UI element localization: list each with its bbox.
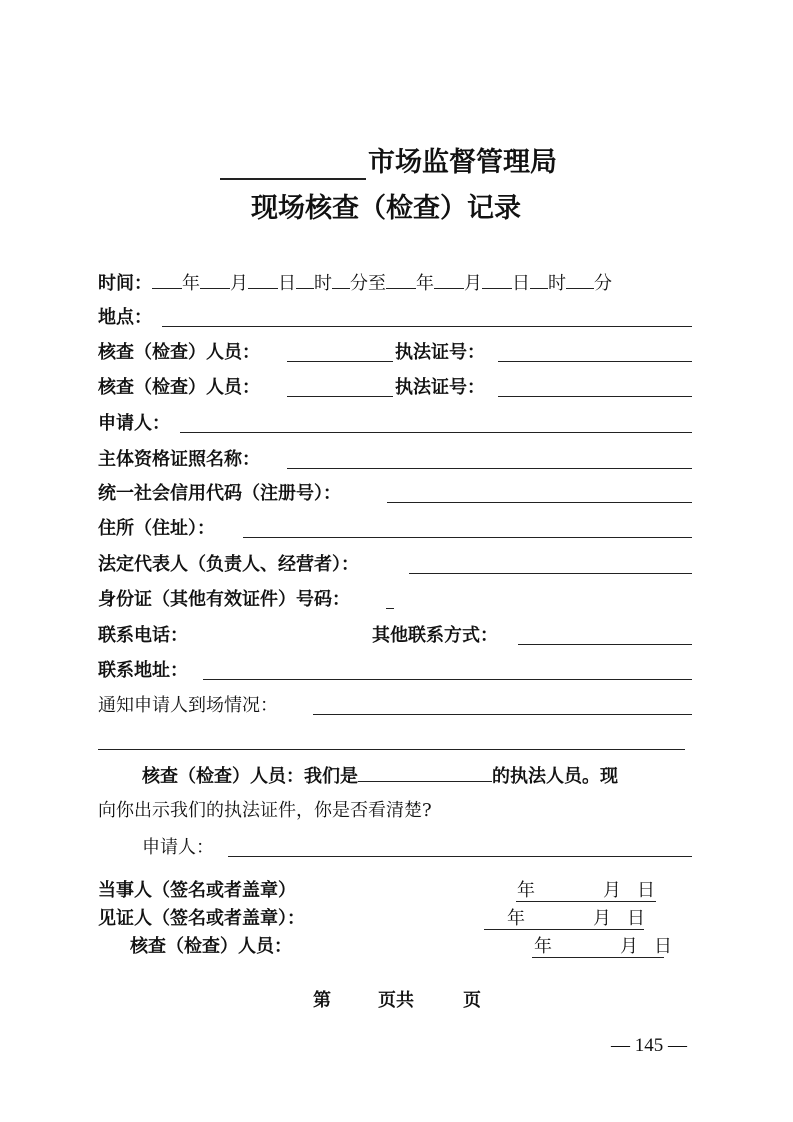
inspector-field-2[interactable] bbox=[287, 396, 393, 397]
start-hour-blank[interactable] bbox=[296, 272, 314, 289]
year-label: 年 bbox=[507, 908, 525, 929]
page-prefix: 第 bbox=[313, 990, 331, 1011]
id-no-label: 身份证（其他有效证件）号码： bbox=[98, 589, 350, 610]
start-minute-blank[interactable] bbox=[332, 272, 350, 289]
time-label: 时间： bbox=[98, 273, 152, 294]
statement-applicant-field[interactable] bbox=[228, 856, 692, 857]
address-field[interactable] bbox=[243, 537, 692, 538]
end-year-blank[interactable] bbox=[386, 272, 416, 289]
start-year-blank[interactable] bbox=[152, 272, 182, 289]
inspector-signature-label: 核查（检查）人员： bbox=[130, 936, 292, 957]
to-label: 至 bbox=[368, 273, 386, 294]
end-month-blank[interactable] bbox=[434, 272, 464, 289]
month-label: 月 bbox=[603, 880, 621, 901]
end-minute-blank[interactable] bbox=[566, 272, 594, 289]
applicant-field[interactable] bbox=[180, 432, 692, 433]
phone-label: 联系电话： bbox=[98, 625, 188, 646]
day-label: 日 bbox=[512, 273, 530, 294]
end-hour-blank[interactable] bbox=[530, 272, 548, 289]
year-label: 年 bbox=[534, 936, 552, 957]
year-label: 年 bbox=[182, 273, 200, 294]
notice-field-continued[interactable] bbox=[98, 749, 685, 750]
agency-blank[interactable] bbox=[358, 765, 492, 782]
cert-no-label-2: 执法证号： bbox=[395, 377, 485, 398]
id-no-field[interactable] bbox=[386, 608, 394, 609]
page-mid: 页共 bbox=[378, 990, 414, 1011]
start-month-blank[interactable] bbox=[200, 272, 230, 289]
hour-label: 时 bbox=[548, 273, 566, 294]
address-label: 住所（住址）： bbox=[98, 518, 215, 539]
minute-label: 分 bbox=[350, 273, 368, 294]
witness-date-line[interactable] bbox=[484, 929, 644, 930]
credit-code-field[interactable] bbox=[387, 502, 692, 503]
license-name-label: 主体资格证照名称： bbox=[98, 449, 260, 470]
legal-rep-label: 法定代表人（负责人、经营者）： bbox=[98, 554, 359, 575]
notice-field[interactable] bbox=[313, 714, 692, 715]
legal-rep-field[interactable] bbox=[409, 573, 692, 574]
time-row bbox=[98, 272, 612, 295]
agency-suffix: 市场监督管理局 bbox=[368, 147, 557, 178]
year-label: 年 bbox=[517, 880, 535, 901]
inspector-label-1: 核查（检查）人员： bbox=[98, 342, 260, 363]
end-day-blank[interactable] bbox=[482, 272, 512, 289]
page-suffix: 页 bbox=[463, 990, 481, 1011]
day-label: 日 bbox=[627, 908, 645, 929]
inspector-field-1[interactable] bbox=[287, 361, 393, 362]
cert-no-label-1: 执法证号： bbox=[395, 342, 485, 363]
agency-name-blank[interactable] bbox=[220, 178, 366, 180]
place-label: 地点： bbox=[98, 307, 152, 328]
statement-line-1 bbox=[142, 765, 618, 788]
statement-part-2: 的执法人员。现 bbox=[492, 766, 618, 787]
statement-part-1: 核查（检查）人员：我们是 bbox=[142, 766, 358, 787]
witness-signature-label: 见证人（签名或者盖章）： bbox=[98, 908, 305, 929]
credit-code-label: 统一社会信用代码（注册号）： bbox=[98, 483, 341, 504]
page-number: — 145 — bbox=[611, 1035, 687, 1056]
place-field[interactable] bbox=[162, 326, 692, 327]
license-name-field[interactable] bbox=[287, 468, 692, 469]
inspector-label-2: 核查（检查）人员： bbox=[98, 377, 260, 398]
month-label: 月 bbox=[593, 908, 611, 929]
party-signature-label: 当事人（签名或者盖章） bbox=[98, 880, 296, 901]
statement-applicant-label: 申请人： bbox=[142, 837, 214, 858]
month-label: 月 bbox=[464, 273, 482, 294]
month-label: 月 bbox=[620, 936, 638, 957]
notice-label: 通知申请人到场情况： bbox=[98, 695, 278, 716]
page-title: 现场核查（检查）记录 bbox=[251, 193, 521, 224]
hour-label: 时 bbox=[314, 273, 332, 294]
contact-address-field[interactable] bbox=[203, 679, 692, 680]
other-contact-field[interactable] bbox=[518, 644, 692, 645]
start-day-blank[interactable] bbox=[248, 272, 278, 289]
month-label: 月 bbox=[230, 273, 248, 294]
applicant-label: 申请人： bbox=[98, 413, 170, 434]
day-label: 日 bbox=[278, 273, 296, 294]
other-contact-label: 其他联系方式： bbox=[372, 625, 498, 646]
year-label: 年 bbox=[416, 273, 434, 294]
party-date-line[interactable] bbox=[516, 901, 656, 902]
minute-label: 分 bbox=[594, 273, 612, 294]
statement-line-2: 向你出示我们的执法证件，你是否看清楚? bbox=[98, 800, 432, 821]
day-label: 日 bbox=[654, 936, 672, 957]
cert-no-field-1[interactable] bbox=[498, 361, 692, 362]
contact-address-label: 联系地址： bbox=[98, 660, 188, 681]
cert-no-field-2[interactable] bbox=[498, 396, 692, 397]
inspector-date-line[interactable] bbox=[532, 957, 664, 958]
day-label: 日 bbox=[637, 880, 655, 901]
